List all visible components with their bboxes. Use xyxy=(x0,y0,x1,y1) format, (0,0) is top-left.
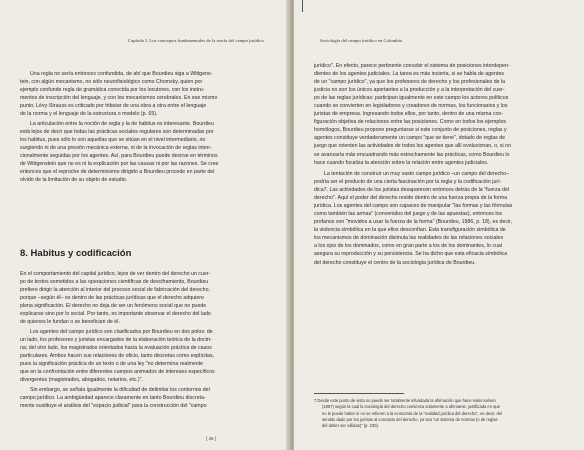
footnote-line: 7 Desde este punto de vista no puede ser totalmente infundada la afirmación que hace Hans Kelsen xyxy=(314,398,496,403)
text-line: po de textos sometidos a las operaciones científicas de desciframiento, Bourdieu xyxy=(20,279,209,286)
text-line: de quienes le fundan o se benefician de él. xyxy=(20,319,120,326)
text-line: jurídica. Los agentes del campo son capaces de manipular "las formas y las fórmulas xyxy=(314,203,513,210)
footnote-line: (1997) según la cual la sociología del derecho comienza solamente a afirmarse, justificada en que xyxy=(322,404,500,410)
section-heading: 8. Habitus y codificación xyxy=(20,248,132,259)
right-paragraph-1 xyxy=(314,62,572,167)
text-line: agentes constituye verdaderamente un campo "que se tiene", dotado de reglas de xyxy=(314,135,506,142)
text-line: la violencia simbólica en la que ellos desconfían. Esta transfiguración simbólica de xyxy=(314,227,506,234)
text-line: entonces que el reproche de determinismo dirigido a Bourdieu procede en parte del xyxy=(20,169,215,176)
text-line: mente sustituye el análisis del "espacio judicial" para la construcción del "campo xyxy=(20,403,207,410)
page-number: [ 46 ] xyxy=(206,436,217,441)
text-line: divergentes (magistrados, abogados, notarios, etc.)". xyxy=(20,377,143,384)
text-line: tein, con algún mecanismo, no sólo neurofisiológico como Chomsky, quien por xyxy=(20,79,203,86)
text-line: particulares. Ambos hacen sus relaciones de oficio, tanto discretas como explícitas, xyxy=(20,353,215,360)
text-line: figuración objetiva de relaciones entre las posiciones. Como en todos los ejemplos xyxy=(314,119,507,126)
right-running-head: Sociología del campo jurídico en Colombia xyxy=(320,38,403,43)
text-line: campo jurídico. La ambigüedad aparece claramente en tanto Bourdieu discreta- xyxy=(20,395,206,402)
text-line: ejemplo confunde regla de gramática conocida por los locutores, con los instru- xyxy=(20,87,205,94)
text-line: jurídico". En efecto, parece pertinente concebir el sistema de posiciones interdepen- xyxy=(314,63,510,69)
text-line: dica7. Las actividades de los juristas desaparecen entonces detrás de la "fuerza del xyxy=(314,187,510,194)
text-line: juristas de empresa. Ingresando todos ellos, por tanto, dentro de una misma con- xyxy=(314,111,504,118)
text-line: como también las armas" (convenidos del juego y de las apuestas), entonces los xyxy=(314,211,503,218)
footnote-line: del deber ser válidas)" (p. 230). xyxy=(322,423,379,429)
left-page xyxy=(0,0,290,450)
text-line: dientes de los agentes judiciales. La tarea es más incierta, si se habla de agentes xyxy=(314,71,504,78)
text-line: surgiendo ni de una presión mecánica externa, ni de la invocación de reglas inten- xyxy=(20,145,212,152)
text-line: derecho". Aquí el poder del derecho reside dentro de una fuerza propia de la forma xyxy=(314,195,508,202)
left-paragraph-5 xyxy=(20,386,270,410)
text-line: mentos de inscripción del lenguaje, y con los mecanismos cerebrales. En ese mismo xyxy=(20,95,218,102)
text-line: Una regla no sería entonces confundida, de ahí que Bourdieu siga a Wittgens- xyxy=(30,71,213,77)
text-line: olvido de la limitación de su objeto de estudio. xyxy=(20,177,128,184)
text-line: de un "campo jurídico", ya que los profesores de derecho y los profesionales de la xyxy=(314,79,506,86)
text-line: La tentación de construir un muy vasto campo jurídico –un campo del derecho– xyxy=(324,171,510,177)
text-line: cionalmente seguidas por los agentes. Así, para Bourdieu puede decirse en términos xyxy=(20,153,218,160)
text-line: podría ser el producto de una cierta fascinación por la regla y la codificación jurí- xyxy=(314,179,502,186)
text-line: a los ojos de los dominados, como en gran parte a los de los dominantes, lo cual xyxy=(314,243,502,250)
right-page xyxy=(294,0,584,450)
left-paragraph-4 xyxy=(20,328,270,384)
text-line: hace cuando focaliza la atención sobre la relación entre agentes judiciales. xyxy=(314,159,489,166)
left-running-head: Capítulo I. Los conceptos fundamentales de la teoría del campo jurídico xyxy=(128,38,264,43)
text-line: asegura su reproducción y su persistencia. Se ha dicho que esta eficacia simbólica xyxy=(314,251,508,258)
text-line: pues la significación práctica de un texto o de una ley "no determina realmente xyxy=(20,361,204,368)
text-line: los habitus, pues sólo lo son aquellas que se sitúan en el nivel intermediario, no xyxy=(20,137,206,144)
text-line: de Wittgenstein que no es ni la explicación por las causas ni por las razones. Se cree xyxy=(20,161,219,168)
text-line: plena significación. El derecho no deja de ser un fenómeno social que no puede xyxy=(20,303,207,310)
text-line: Sin embargo, se señala igualmente la dificultad de delimitar los contornos del xyxy=(30,387,210,393)
text-line: cuando se convierten en legisladores y creadores de normas, los funcionarios y los xyxy=(314,103,508,110)
text-line: Los agentes del campo jurídico son clasificados por Bourdieu en dos polos: de xyxy=(30,329,213,335)
left-paragraph-1 xyxy=(20,70,270,118)
text-line: po de las reglas jurídicas: participan igualmente en este campo los actores políticos xyxy=(314,95,509,102)
text-line: explicarse sino por lo social. Por tanto, es importante observar el derecho del lado xyxy=(20,311,211,318)
text-line: se avanzaría más encuadrando más estrechamente las prácticas, como Bourdieu lo xyxy=(314,151,510,158)
text-line: está lejos de decir que todas las prácticas sociales regulares son determinadas por xyxy=(20,129,214,136)
text-line: punto, Lévy-Strauss es criticado por tributar de una obra a otra entre el lenguaje xyxy=(20,103,207,110)
text-line: que en la confrontación entre diferentes cuerpos animados de intereses específicos xyxy=(20,369,215,376)
text-line: un lado, los profesores y juristas encargados de la elaboración teórica de la doctri- xyxy=(20,337,212,344)
text-line: juego que orienten las actividades de todos los agentes que allí evolucionan, o, si no xyxy=(314,143,512,150)
text-line: justicia no son los únicos aportantes a la producción y a la interpretación del cuer- xyxy=(314,87,505,94)
left-paragraph-2 xyxy=(20,120,270,184)
text-line: de la norma y el lenguaje de la estructura o modelo (p. 65). xyxy=(20,111,158,118)
footnote-rule xyxy=(314,393,404,394)
text-line: prefiere dirigir la atención al interior del proceso social de fabricación del derecho, xyxy=(20,287,210,294)
footnote-line: sentido dado por los juristas al concepto del derecho, ya sea "un sistema de normas (o de reglas xyxy=(322,416,498,422)
text-line: La articulación entre la noción de regla y la de habitus es interesante. Bourdieu xyxy=(30,121,214,127)
text-line: En el comportamiento del capital jurídico, lejos de ver dentro del derecho un cuer- xyxy=(20,271,211,277)
text-line: del derecho constituye el centro de la sociología jurídica de Bourdieu. xyxy=(314,259,476,266)
text-line: porque –según él– es dentro de las prácticas jurídicas que el derecho adquiere xyxy=(20,295,204,302)
footnote xyxy=(314,398,572,429)
text-line: los mecanismos de dominación disimula las realidades de las relaciones sociales xyxy=(314,235,504,242)
text-line: profanos son "movidos a usar la fuerza de la forma" (Bourdieu, 1986, p. 18), es decir, xyxy=(314,219,513,226)
left-paragraph-3 xyxy=(20,270,270,326)
text-line: homólogos, Bourdieu propone preguntarse si este conjunto de posiciones, reglas y xyxy=(314,127,507,134)
footnote-line: no le puede haber sí no se refieren a la economía de la "realidad jurídica del derecho", es decir, del xyxy=(322,410,502,416)
crop-mark xyxy=(302,0,303,12)
text-line: na; del otro lado, los magistrados orientados hacia la evaluación práctica de casos xyxy=(20,345,212,352)
right-paragraph-2 xyxy=(314,170,572,267)
